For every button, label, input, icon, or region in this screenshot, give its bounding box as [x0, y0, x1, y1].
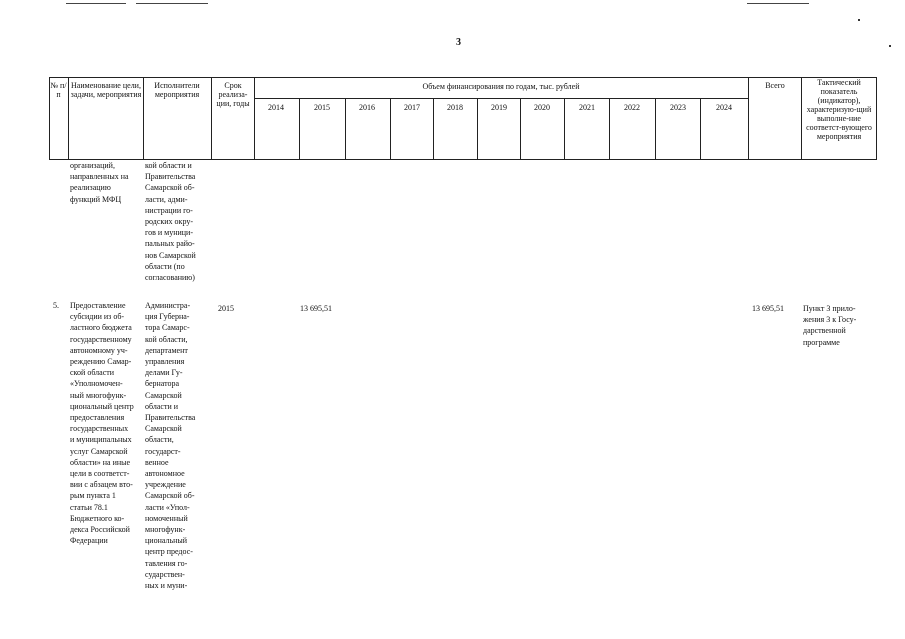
header-year-2015: 2015: [314, 103, 330, 112]
row5-indicator: Пункт 3 прило- жения 3 к Госу- дарственной программе: [803, 304, 857, 347]
header-col-term: Срок реализа-ции, годы: [216, 81, 250, 108]
header-year-2014: 2014: [268, 103, 284, 112]
header-year-2019: 2019: [491, 103, 507, 112]
row5-total: 13 695,51: [752, 304, 784, 313]
header-year-2020: 2020: [534, 103, 550, 112]
header-col-total: Всего: [765, 81, 785, 90]
header-year-2016: 2016: [359, 103, 375, 112]
header-year-2018: 2018: [447, 103, 463, 112]
header-year-2024: 2024: [716, 103, 732, 112]
row5-name: Предоставление субсидии из об- ластного бюджета государственному автономному уч- реждению Самар- ской области «Уполномочен- ный многофунк- циональный центр предоставления государственных и муниципальных услуг Самарской области» на иные цели в соответст- вии с абзацем вто- рым пункта 1 статьи 78.1 Бюджетного ко- декса Российской Федерации: [70, 301, 134, 546]
row5-executors: Администра- ция Губерна- тора Самарс- кой области, департамент управления делами Гу- бернатора Самарской области и Правительства Самарской области, государст- венное автономное учреждение Самарской об- ласти «Упол- номоченный многофунк- циональный центр предос- тавления го- сударствен- ных и муни-: [145, 301, 196, 591]
row5-term: 2015: [218, 304, 234, 313]
scan-speck: [889, 45, 891, 47]
top-rule-left: [66, 3, 126, 4]
row5-number: 5.: [53, 301, 59, 310]
header-year-2017: 2017: [404, 103, 420, 112]
header-col-number: № п/п: [50, 81, 67, 99]
header-year-2021: 2021: [579, 103, 595, 112]
page-number: 3: [456, 37, 461, 48]
header-col-name: Наименование цели, задачи, мероприятия: [70, 81, 142, 99]
header-col-financing: Объем финансирования по годам, тыс. рублей: [422, 82, 580, 91]
continuation-name: организаций, направленных на реализацию функций МФЦ: [70, 161, 129, 204]
scan-speck: [858, 19, 860, 21]
continuation-executors: кой области и Правительства Самарской об- ласти, адми- нистрации го- родских окру- гов и муници- пальных райо- нов Самарской области (по согласованию): [145, 161, 196, 283]
row5-value-2015: 13 695,51: [300, 304, 332, 313]
top-rule-middle: [136, 3, 208, 4]
top-rule-right: [747, 3, 809, 4]
header-year-2022: 2022: [624, 103, 640, 112]
header-col-indicator: Тактический показатель (индикатор), характеризую-щий выполне-ние соответст-вующего мероприятия: [806, 78, 872, 141]
header-col-executors: Исполнители мероприятия: [154, 81, 200, 99]
header-year-2023: 2023: [670, 103, 686, 112]
